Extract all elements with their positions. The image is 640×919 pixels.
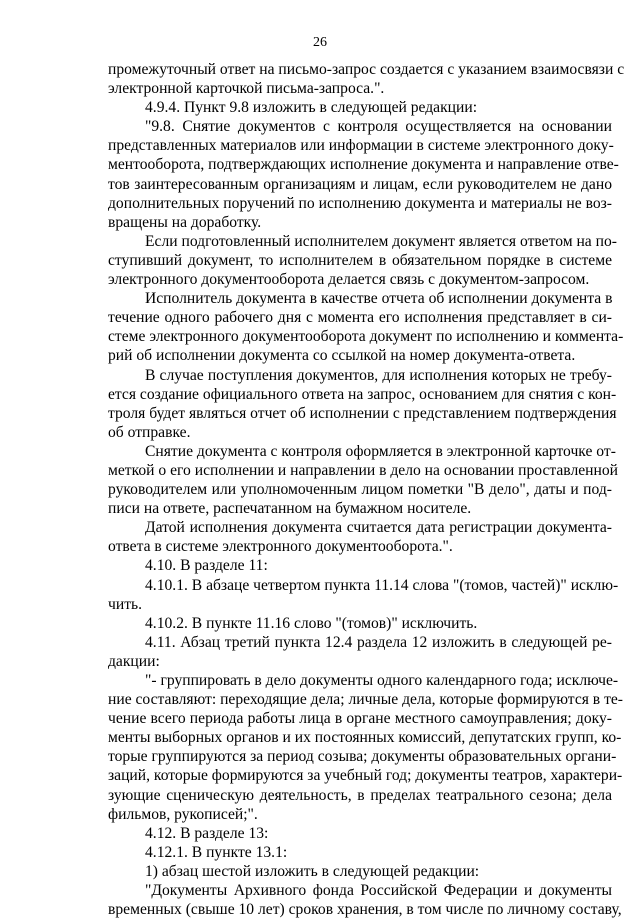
text-line: 1) абзац шестой изложить в следующей редакции: bbox=[145, 862, 480, 880]
text-line: руководителем или уполномоченным лицом пометки "В дело", даты и под- bbox=[108, 481, 612, 499]
text-line: стеме электронного документооборота документ по исполнению и коммента- bbox=[108, 328, 624, 346]
text-line: электронного документооборота делается связь с документом-запросом. bbox=[108, 271, 590, 289]
text-line: ступивший документ, то исполнителем в обязательном порядке в системе bbox=[108, 251, 612, 269]
text-line: ответа в системе электронного документооборота.". bbox=[108, 538, 453, 556]
page-number: 26 bbox=[313, 35, 327, 50]
text-line: 4.10. В разделе 11: bbox=[145, 557, 268, 575]
text-line: Исполнитель документа в качестве отчета об исполнении документа в bbox=[145, 290, 613, 308]
document-body bbox=[108, 60, 625, 919]
text-line: 4.9.4. Пункт 9.8 изложить в следующей редакции: bbox=[145, 99, 478, 117]
text-line: торые группируются за период созыва; документы образовательных органи- bbox=[108, 748, 617, 766]
text-line: дакции: bbox=[108, 652, 160, 670]
text-line: течение одного рабочего дня с момента его исполнения представляет в си- bbox=[108, 309, 612, 327]
text-line: дополнительных поручений по исполнению документа и материалы не воз- bbox=[108, 194, 612, 212]
text-line: временных (свыше 10 лет) сроков хранения, в том числе по личному составу, bbox=[108, 901, 622, 919]
text-line: заций, которые формируются за учебный год; документы театров, характери- bbox=[108, 767, 623, 785]
text-line: "Документы Архивного фонда Российской Федерации и документы bbox=[145, 882, 612, 900]
text-line: 4.11. Абзац третий пункта 12.4 раздела 12 изложить в следующей ре- bbox=[145, 633, 612, 651]
text-line: промежуточный ответ на письмо-запрос создается с указанием взаимосвязи с bbox=[108, 61, 625, 78]
text-line: представленных материалов или информации в системе электронного доку- bbox=[108, 137, 614, 155]
text-line: Датой исполнения документа считается дата регистрации документа- bbox=[145, 519, 612, 537]
text-line: писи на ответе, распечатанном на бумажном носителе. bbox=[108, 500, 472, 518]
text-line: Снятие документа с контроля оформляется в электронной карточке от- bbox=[145, 442, 616, 460]
text-line: Если подготовленный исполнителем документ является ответом на по- bbox=[145, 232, 617, 250]
text-line: 4.12.1. В пункте 13.1: bbox=[145, 843, 288, 861]
text-line: ментооборота, подтверждающих исполнение документа и направление отве- bbox=[108, 156, 619, 174]
text-line: 4.10.1. В абзаце четвертом пункта 11.14 слова "(томов, частей)" исклю- bbox=[145, 576, 619, 594]
text-line: 4.12. В разделе 13: bbox=[145, 824, 269, 842]
text-line: чить. bbox=[108, 595, 143, 613]
text-line: об отправке. bbox=[108, 423, 191, 441]
text-line: "9.8. Снятие документов с контроля осуществляется на основании bbox=[145, 118, 612, 136]
text-line: ние составляют: переходящие дела; личные дела, которые формируются в те- bbox=[108, 691, 623, 709]
text-line: В случае поступления документов, для исполнения которых не требу- bbox=[145, 366, 612, 384]
text-line: троля будет являться отчет об исполнении с представлением подтверждения bbox=[108, 404, 617, 422]
text-line: зующие сценическую деятельность, в пределах театрального сезона; дела bbox=[108, 786, 612, 804]
text-line: тов заинтересованным организациям и лицам, если руководителем не дано bbox=[108, 175, 612, 193]
text-line: рий об исполнении документа со ссылкой на номер документа-ответа. bbox=[108, 347, 576, 365]
text-line: 4.10.2. В пункте 11.16 слово "(томов)" исключить. bbox=[145, 614, 478, 632]
text-line: электронной карточкой письма-запроса.". bbox=[108, 80, 385, 98]
text-line: меткой о его исполнении и направлении в дело на основании проставленной bbox=[108, 461, 618, 479]
text-line: вращены на доработку. bbox=[108, 213, 262, 231]
text-line: чение всего периода работы лица в органе местного самоуправления; доку- bbox=[108, 710, 612, 728]
text-line: "- группировать в дело документы одного календарного года; исключе- bbox=[145, 672, 619, 689]
text-line: фильмов, рукописей;". bbox=[108, 805, 258, 823]
text-line: ется создание официального ответа на запрос, основанием для снятия с кон- bbox=[108, 385, 617, 403]
text-line: менты выборных органов и их постоянных комиссий, депутатских групп, ко- bbox=[108, 729, 622, 747]
